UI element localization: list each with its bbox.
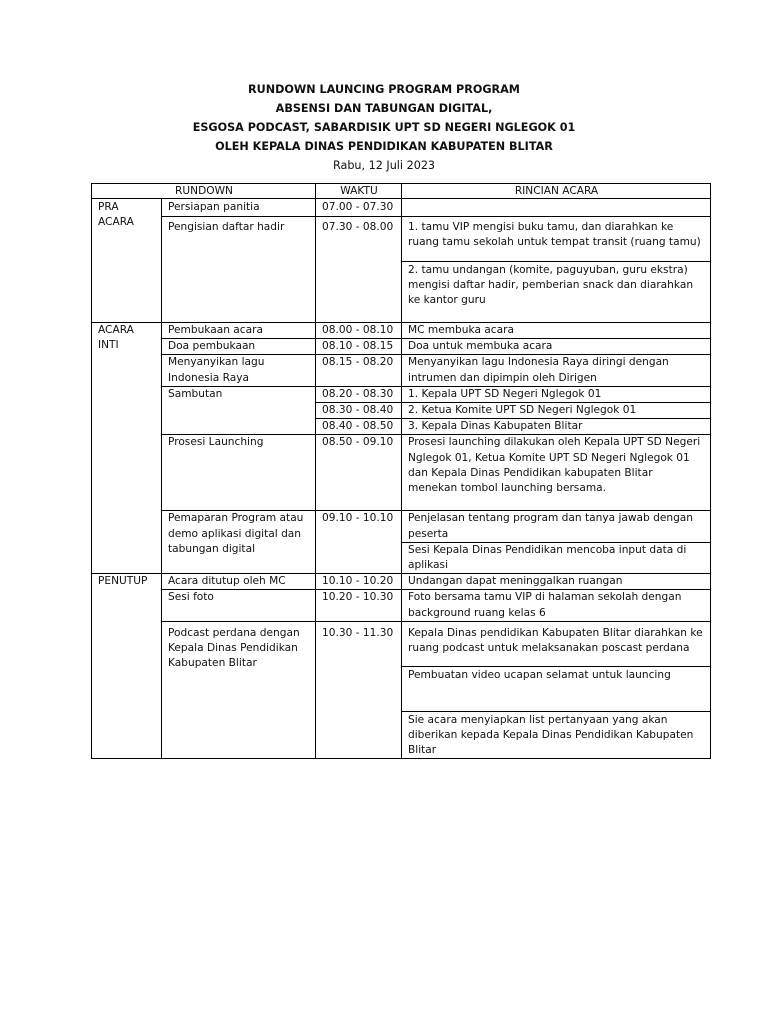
detail-cell: MC membuka acara (402, 323, 711, 339)
time-cell: 08.30 - 08.40 (316, 403, 402, 419)
detail-cell: 2. Ketua Komite UPT SD Negeri Nglegok 01 (402, 403, 711, 419)
detail-cell: 1. Kepala UPT SD Negeri Nglegok 01 (402, 386, 711, 402)
table-row (92, 590, 711, 621)
time-cell: 10.10 - 10.20 (316, 574, 402, 590)
title-line-2: ABSENSI DAN TABUNGAN DIGITAL, (275, 102, 493, 115)
item-cell: Acara ditutup oleh MC (162, 574, 316, 590)
table-row (92, 386, 711, 402)
table-row (92, 574, 711, 590)
header-rundown: RUNDOWN (92, 184, 316, 199)
section-acara-inti: ACARA INTI (92, 323, 162, 574)
item-cell: Podcast perdana dengan Kepala Dinas Pendidikan Kabupaten Blitar (162, 621, 316, 759)
detail-cell (402, 199, 711, 217)
detail-cell: Kepala Dinas pendidikan Kabupaten Blitar diarahkan ke ruang podcast untuk melaksanakan poscast perdana (402, 621, 711, 666)
time-cell: 09.10 - 10.10 (316, 511, 402, 574)
header-rincian: RINCIAN ACARA (402, 184, 711, 199)
header-waktu: WAKTU (316, 184, 402, 199)
title-line-1: RUNDOWN LAUNCING PROGRAM PROGRAM (248, 83, 520, 96)
time-cell: 08.50 - 09.10 (316, 435, 402, 511)
item-cell: Sesi foto (162, 590, 316, 621)
time-cell: 08.00 - 08.10 (316, 323, 402, 339)
item-cell: Prosesi Launching (162, 435, 316, 511)
detail-cell: Doa untuk membuka acara (402, 339, 711, 355)
detail-cell: Penjelasan tentang program dan tanya jawab dengan peserta (402, 511, 711, 542)
document-header (0, 80, 768, 175)
item-cell: Doa pembukaan (162, 339, 316, 355)
time-cell: 10.20 - 10.30 (316, 590, 402, 621)
table-header-row (92, 184, 711, 199)
table-row (92, 339, 711, 355)
detail-cell: Undangan dapat meninggalkan ruangan (402, 574, 711, 590)
table-row (92, 199, 711, 217)
time-cell: 08.20 - 08.30 (316, 386, 402, 402)
rundown-table (91, 183, 711, 759)
time-cell: 10.30 - 11.30 (316, 621, 402, 759)
time-cell: 08.10 - 08.15 (316, 339, 402, 355)
detail-cell: 3. Kepala Dinas Kabupaten Blitar (402, 419, 711, 435)
item-cell: Pemaparan Program atau demo aplikasi digital dan tabungan digital (162, 511, 316, 574)
section-penutup: PENUTUP (92, 574, 162, 759)
item-cell: Persiapan panitia (162, 199, 316, 217)
detail-cell: Menyanyikan lagu Indonesia Raya diringi dengan intrumen dan dipimpin oleh Dirigen (402, 355, 711, 386)
time-cell: 08.15 - 08.20 (316, 355, 402, 386)
detail-cell: 1. tamu VIP mengisi buku tamu, dan diarahkan ke ruang tamu sekolah untuk tempat transit (ruang tamu) (402, 217, 711, 262)
table-row (92, 511, 711, 542)
time-cell: 07.00 - 07.30 (316, 199, 402, 217)
table-row (92, 217, 711, 262)
table-row (92, 323, 711, 339)
title-line-4: OLEH KEPALA DINAS PENDIDIKAN KABUPATEN BLITAR (215, 140, 553, 153)
item-cell: Menyanyikan lagu Indonesia Raya (162, 355, 316, 386)
item-cell: Sambutan (162, 386, 316, 435)
event-date: Rabu, 12 Juli 2023 (332, 159, 436, 172)
item-cell: Pembukaan acara (162, 323, 316, 339)
table-row (92, 435, 711, 511)
table-row (92, 621, 711, 666)
detail-cell: Foto bersama tamu VIP di halaman sekolah dengan background ruang kelas 6 (402, 590, 711, 621)
table-row (92, 355, 711, 386)
title-line-3: ESGOSA PODCAST, SABARDISIK UPT SD NEGERI NGLEGOK 01 (192, 121, 576, 134)
item-cell: Pengisian daftar hadir (162, 217, 316, 323)
detail-cell: Sesi Kepala Dinas Pendidikan mencoba input data di aplikasi (402, 542, 711, 573)
time-cell: 07.30 - 08.00 (316, 217, 402, 323)
detail-cell: 2. tamu undangan (komite, paguyuban, guru ekstra) mengisi daftar hadir, pemberian snack dan diarahkan ke kantor guru (402, 262, 711, 323)
section-pra-acara: PRA ACARA (92, 199, 162, 323)
detail-cell: Pembuatan video ucapan selamat untuk launcing (402, 666, 711, 711)
detail-cell: Sie acara menyiapkan list pertanyaan yang akan diberikan kepada Kepala Dinas Pendidikan Kabupaten Blitar (402, 711, 711, 759)
detail-cell: Prosesi launching dilakukan oleh Kepala UPT SD Negeri Nglegok 01, Ketua Komite UPT SD Negeri Nglegok 01 dan Kepala Dinas Pendidikan kabupaten Blitar menekan tombol launching bersama. (402, 435, 711, 511)
time-cell: 08.40 - 08.50 (316, 419, 402, 435)
